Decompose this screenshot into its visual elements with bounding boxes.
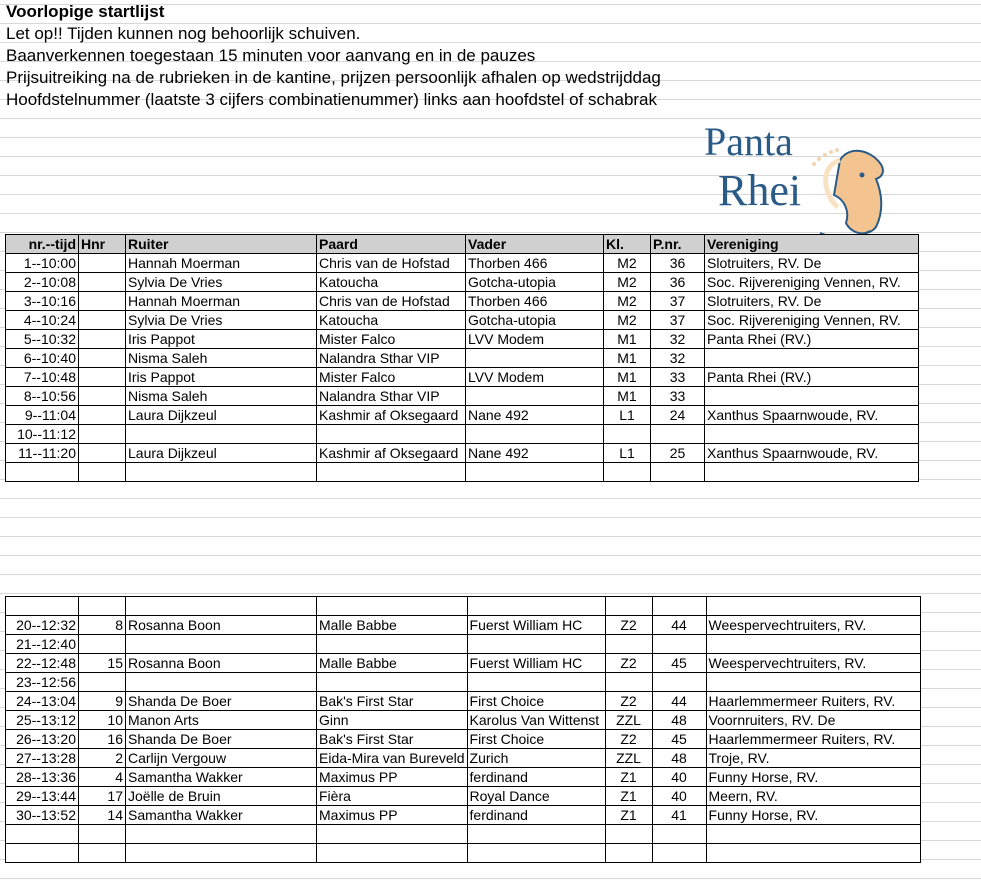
cell-vader bbox=[467, 597, 605, 616]
table-row bbox=[6, 844, 921, 863]
table-row bbox=[6, 749, 921, 768]
cell-hnr: 14 bbox=[79, 806, 126, 825]
cell-vereniging: Panta Rhei (RV.) bbox=[705, 368, 919, 387]
cell-pnr: 33 bbox=[651, 387, 705, 406]
cell-pnr bbox=[652, 825, 706, 844]
table-row bbox=[6, 597, 921, 616]
cell-ruiter: Hannah Moerman bbox=[126, 254, 317, 273]
cell-ruiter: Nisma Saleh bbox=[126, 387, 317, 406]
cell-hnr bbox=[79, 254, 126, 273]
cell-vereniging: Panta Rhei (RV.) bbox=[705, 330, 919, 349]
cell-hnr: 10 bbox=[79, 711, 126, 730]
cell-hnr: 2 bbox=[79, 749, 126, 768]
cell-nr-tijd: 26--13:20 bbox=[6, 730, 79, 749]
cell-paard: Katoucha bbox=[317, 311, 466, 330]
cell-pnr: 40 bbox=[652, 768, 706, 787]
cell-kl bbox=[605, 825, 652, 844]
cell-pnr: 48 bbox=[652, 749, 706, 768]
cell-nr-tijd bbox=[6, 825, 79, 844]
cell-vader: Fuerst William HC bbox=[467, 616, 605, 635]
cell-paard: Chris van de Hofstad bbox=[317, 254, 466, 273]
cell-hnr: 9 bbox=[79, 692, 126, 711]
cell-paard bbox=[317, 673, 468, 692]
cell-nr-tijd: 30--13:52 bbox=[6, 806, 79, 825]
cell-hnr bbox=[79, 330, 126, 349]
table-row bbox=[6, 387, 919, 406]
cell-ruiter: Nisma Saleh bbox=[126, 349, 317, 368]
cell-hnr bbox=[79, 597, 126, 616]
cell-vereniging bbox=[706, 673, 920, 692]
cell-vader: Royal Dance bbox=[467, 787, 605, 806]
cell-vader: Gotcha-utopia bbox=[466, 311, 604, 330]
col-header-vereniging: Vereniging bbox=[705, 235, 919, 254]
logo-graphic bbox=[700, 115, 890, 240]
table-row bbox=[6, 768, 921, 787]
cell-vader bbox=[467, 825, 605, 844]
table-row bbox=[6, 368, 919, 387]
cell-hnr bbox=[79, 387, 126, 406]
table-row bbox=[6, 406, 919, 425]
cell-ruiter: Joëlle de Bruin bbox=[126, 787, 317, 806]
cell-nr-tijd bbox=[6, 463, 79, 482]
cell-kl: Z1 bbox=[605, 768, 652, 787]
cell-ruiter bbox=[126, 635, 317, 654]
table-row bbox=[6, 616, 921, 635]
cell-paard: Mister Falco bbox=[317, 368, 466, 387]
cell-pnr: 24 bbox=[651, 406, 705, 425]
horse-head-icon bbox=[812, 148, 883, 237]
cell-kl: ZZL bbox=[605, 711, 652, 730]
cell-kl bbox=[604, 425, 651, 444]
cell-vereniging bbox=[705, 349, 919, 368]
cell-vereniging: Xanthus Spaarnwoude, RV. bbox=[705, 406, 919, 425]
cell-vereniging: Xanthus Spaarnwoude, RV. bbox=[705, 444, 919, 463]
note-line: Hoofdstelnummer (laatste 3 cijfers combinatienummer) links aan hoofdstel of schabrak bbox=[6, 90, 658, 109]
cell-pnr: 41 bbox=[652, 806, 706, 825]
table-row bbox=[6, 349, 919, 368]
cell-ruiter: Manon Arts bbox=[126, 711, 317, 730]
cell-ruiter bbox=[126, 463, 317, 482]
cell-pnr: 32 bbox=[651, 330, 705, 349]
cell-ruiter bbox=[126, 844, 317, 863]
cell-paard: Bak's First Star bbox=[317, 730, 468, 749]
cell-nr-tijd: 8--10:56 bbox=[6, 387, 79, 406]
cell-ruiter: Sylvia De Vries bbox=[126, 273, 317, 292]
cell-paard: Nalandra Sthar VIP bbox=[317, 349, 466, 368]
cell-ruiter bbox=[126, 425, 317, 444]
cell-pnr: 40 bbox=[652, 787, 706, 806]
cell-paard: Ginn bbox=[317, 711, 468, 730]
cell-vader: Thorben 466 bbox=[466, 254, 604, 273]
cell-nr-tijd: 5--10:32 bbox=[6, 330, 79, 349]
cell-vereniging: Meern, RV. bbox=[706, 787, 920, 806]
cell-nr-tijd: 20--12:32 bbox=[6, 616, 79, 635]
cell-hnr bbox=[79, 425, 126, 444]
startlist-table-top bbox=[5, 234, 919, 482]
cell-kl: M1 bbox=[604, 368, 651, 387]
cell-paard: Maximus PP bbox=[317, 806, 468, 825]
cell-hnr bbox=[79, 292, 126, 311]
cell-nr-tijd: 23--12:56 bbox=[6, 673, 79, 692]
cell-vader: Gotcha-utopia bbox=[466, 273, 604, 292]
cell-nr-tijd: 10--11:12 bbox=[6, 425, 79, 444]
cell-ruiter bbox=[126, 597, 317, 616]
note-line: Prijsuitreiking na de rubrieken in de kantine, prijzen persoonlijk afhalen op wedstrijddag bbox=[6, 68, 661, 87]
cell-hnr bbox=[79, 673, 126, 692]
cell-vader: First Choice bbox=[467, 692, 605, 711]
cell-vereniging bbox=[706, 844, 920, 863]
cell-paard: Kashmir af Oksegaard bbox=[317, 444, 466, 463]
cell-nr-tijd bbox=[6, 597, 79, 616]
cell-vader: Karolus Van Wittenst bbox=[467, 711, 605, 730]
cell-hnr bbox=[79, 273, 126, 292]
cell-hnr bbox=[79, 844, 126, 863]
cell-vader: First Choice bbox=[467, 730, 605, 749]
cell-paard: Mister Falco bbox=[317, 330, 466, 349]
cell-vader: ferdinand bbox=[467, 768, 605, 787]
cell-vereniging: Funny Horse, RV. bbox=[706, 768, 920, 787]
cell-pnr: 25 bbox=[651, 444, 705, 463]
cell-vereniging: Weespervechtruiters, RV. bbox=[706, 654, 920, 673]
cell-vereniging: Soc. Rijvereniging Vennen, RV. bbox=[705, 311, 919, 330]
cell-hnr: 16 bbox=[79, 730, 126, 749]
cell-paard: Bak's First Star bbox=[317, 692, 468, 711]
cell-paard bbox=[317, 635, 468, 654]
table-row bbox=[6, 806, 921, 825]
page-title: Voorlopige startlijst bbox=[6, 2, 165, 21]
cell-hnr bbox=[79, 349, 126, 368]
cell-kl: M2 bbox=[604, 292, 651, 311]
cell-ruiter: Rosanna Boon bbox=[126, 654, 317, 673]
cell-vader: Zurich bbox=[467, 749, 605, 768]
cell-nr-tijd: 27--13:28 bbox=[6, 749, 79, 768]
cell-kl: L1 bbox=[604, 406, 651, 425]
cell-paard: Eida-Mira van Bureveld bbox=[317, 749, 468, 768]
cell-hnr: 17 bbox=[79, 787, 126, 806]
col-header-nr-tijd: nr.--tijd bbox=[6, 235, 79, 254]
table-row bbox=[6, 444, 919, 463]
cell-paard bbox=[317, 825, 468, 844]
cell-kl bbox=[605, 597, 652, 616]
cell-pnr bbox=[652, 597, 706, 616]
cell-vader: Fuerst William HC bbox=[467, 654, 605, 673]
cell-kl: M1 bbox=[604, 330, 651, 349]
cell-kl: Z2 bbox=[605, 730, 652, 749]
cell-vereniging: Haarlemmermeer Ruiters, RV. bbox=[706, 692, 920, 711]
cell-paard: Nalandra Sthar VIP bbox=[317, 387, 466, 406]
cell-kl: Z2 bbox=[605, 616, 652, 635]
cell-hnr bbox=[79, 406, 126, 425]
table-row bbox=[6, 730, 921, 749]
cell-paard: Maximus PP bbox=[317, 768, 468, 787]
cell-nr-tijd: 29--13:44 bbox=[6, 787, 79, 806]
cell-hnr: 8 bbox=[79, 616, 126, 635]
cell-vader bbox=[466, 387, 604, 406]
cell-kl: M2 bbox=[604, 273, 651, 292]
cell-pnr: 37 bbox=[651, 292, 705, 311]
cell-nr-tijd: 22--12:48 bbox=[6, 654, 79, 673]
cell-nr-tijd: 24--13:04 bbox=[6, 692, 79, 711]
cell-kl: M1 bbox=[604, 349, 651, 368]
cell-kl: ZZL bbox=[605, 749, 652, 768]
cell-paard: Katoucha bbox=[317, 273, 466, 292]
cell-ruiter bbox=[126, 825, 317, 844]
cell-pnr: 32 bbox=[651, 349, 705, 368]
cell-vader: Nane 492 bbox=[466, 406, 604, 425]
cell-vader: Nane 492 bbox=[466, 444, 604, 463]
cell-ruiter: Hannah Moerman bbox=[126, 292, 317, 311]
cell-vereniging bbox=[705, 463, 919, 482]
cell-kl: M2 bbox=[604, 311, 651, 330]
cell-ruiter: Shanda De Boer bbox=[126, 730, 317, 749]
cell-paard: Malle Babbe bbox=[317, 654, 468, 673]
cell-vereniging: Troje, RV. bbox=[706, 749, 920, 768]
cell-hnr bbox=[79, 463, 126, 482]
cell-nr-tijd: 1--10:00 bbox=[6, 254, 79, 273]
cell-nr-tijd: 3--10:16 bbox=[6, 292, 79, 311]
cell-nr-tijd: 4--10:24 bbox=[6, 311, 79, 330]
cell-pnr: 36 bbox=[651, 254, 705, 273]
cell-hnr: 15 bbox=[79, 654, 126, 673]
cell-vader bbox=[467, 673, 605, 692]
cell-ruiter: Sylvia De Vries bbox=[126, 311, 317, 330]
table-header-row bbox=[6, 235, 919, 254]
cell-kl: M2 bbox=[604, 254, 651, 273]
cell-ruiter: Carlijn Vergouw bbox=[126, 749, 317, 768]
col-header-hnr: Hnr bbox=[79, 235, 126, 254]
cell-nr-tijd: 11--11:20 bbox=[6, 444, 79, 463]
cell-paard bbox=[317, 597, 468, 616]
col-header-kl: Kl. bbox=[604, 235, 651, 254]
cell-vereniging: Funny Horse, RV. bbox=[706, 806, 920, 825]
cell-nr-tijd: 2--10:08 bbox=[6, 273, 79, 292]
logo-text-rhei: Rhei bbox=[718, 166, 802, 215]
cell-vereniging: Voornruiters, RV. De bbox=[706, 711, 920, 730]
cell-hnr: 4 bbox=[79, 768, 126, 787]
cell-vereniging: Weespervechtruiters, RV. bbox=[706, 616, 920, 635]
note-line: Let op!! Tijden kunnen nog behoorlijk schuiven. bbox=[6, 24, 361, 43]
table-row bbox=[6, 292, 919, 311]
cell-hnr bbox=[79, 635, 126, 654]
cell-vader: ferdinand bbox=[467, 806, 605, 825]
cell-paard: Chris van de Hofstad bbox=[317, 292, 466, 311]
cell-vereniging: Slotruiters, RV. De bbox=[705, 254, 919, 273]
cell-kl bbox=[605, 673, 652, 692]
cell-ruiter: Iris Pappot bbox=[126, 368, 317, 387]
cell-pnr: 48 bbox=[652, 711, 706, 730]
col-header-vader: Vader bbox=[466, 235, 604, 254]
cell-vader bbox=[466, 463, 604, 482]
cell-hnr bbox=[79, 444, 126, 463]
cell-pnr bbox=[652, 673, 706, 692]
cell-vereniging: Slotruiters, RV. De bbox=[705, 292, 919, 311]
cell-pnr bbox=[652, 844, 706, 863]
cell-vereniging bbox=[706, 635, 920, 654]
cell-vereniging bbox=[705, 425, 919, 444]
cell-paard bbox=[317, 425, 466, 444]
cell-vereniging: Haarlemmermeer Ruiters, RV. bbox=[706, 730, 920, 749]
cell-nr-tijd: 7--10:48 bbox=[6, 368, 79, 387]
cell-pnr: 44 bbox=[652, 616, 706, 635]
cell-hnr bbox=[79, 825, 126, 844]
cell-kl bbox=[605, 844, 652, 863]
cell-kl: M1 bbox=[604, 387, 651, 406]
cell-nr-tijd: 21--12:40 bbox=[6, 635, 79, 654]
table-row bbox=[6, 425, 919, 444]
cell-vereniging bbox=[706, 597, 920, 616]
cell-vereniging bbox=[706, 825, 920, 844]
table-row bbox=[6, 711, 921, 730]
table-row bbox=[6, 635, 921, 654]
table-row bbox=[6, 654, 921, 673]
cell-pnr: 45 bbox=[652, 730, 706, 749]
cell-paard bbox=[317, 844, 468, 863]
cell-pnr: 45 bbox=[652, 654, 706, 673]
cell-paard bbox=[317, 463, 466, 482]
cell-nr-tijd: 28--13:36 bbox=[6, 768, 79, 787]
cell-vader bbox=[466, 349, 604, 368]
cell-paard: Kashmir af Oksegaard bbox=[317, 406, 466, 425]
cell-pnr: 36 bbox=[651, 273, 705, 292]
table-row bbox=[6, 330, 919, 349]
cell-ruiter bbox=[126, 673, 317, 692]
logo-text-panta: Panta bbox=[704, 119, 793, 164]
cell-ruiter: Shanda De Boer bbox=[126, 692, 317, 711]
cell-pnr: 44 bbox=[652, 692, 706, 711]
cell-pnr bbox=[651, 463, 705, 482]
panta-rhei-logo bbox=[700, 115, 890, 240]
table-row bbox=[6, 692, 921, 711]
cell-paard: Fièra bbox=[317, 787, 468, 806]
startlist-table-bottom bbox=[5, 596, 921, 863]
cell-vereniging: Soc. Rijvereniging Vennen, RV. bbox=[705, 273, 919, 292]
table-row bbox=[6, 311, 919, 330]
cell-kl: Z1 bbox=[605, 806, 652, 825]
cell-ruiter: Laura Dijkzeul bbox=[126, 444, 317, 463]
cell-kl: Z2 bbox=[605, 692, 652, 711]
cell-kl: L1 bbox=[604, 444, 651, 463]
cell-vader bbox=[467, 844, 605, 863]
col-header-ruiter: Ruiter bbox=[126, 235, 317, 254]
table-row bbox=[6, 673, 921, 692]
col-header-paard: Paard bbox=[317, 235, 466, 254]
cell-vader bbox=[466, 425, 604, 444]
cell-vereniging bbox=[705, 387, 919, 406]
cell-kl bbox=[604, 463, 651, 482]
col-header-pnr: P.nr. bbox=[651, 235, 705, 254]
note-line: Baanverkennen toegestaan 15 minuten voor aanvang en in de pauzes bbox=[6, 46, 536, 65]
cell-vader: LVV Modem bbox=[466, 368, 604, 387]
cell-hnr bbox=[79, 368, 126, 387]
cell-kl: Z2 bbox=[605, 654, 652, 673]
cell-ruiter: Laura Dijkzeul bbox=[126, 406, 317, 425]
table-row bbox=[6, 825, 921, 844]
header-notes bbox=[6, 1, 661, 111]
cell-nr-tijd: 25--13:12 bbox=[6, 711, 79, 730]
cell-pnr bbox=[651, 425, 705, 444]
cell-ruiter: Iris Pappot bbox=[126, 330, 317, 349]
cell-ruiter: Samantha Wakker bbox=[126, 806, 317, 825]
cell-nr-tijd bbox=[6, 844, 79, 863]
cell-kl bbox=[605, 635, 652, 654]
cell-pnr: 37 bbox=[651, 311, 705, 330]
cell-ruiter: Samantha Wakker bbox=[126, 768, 317, 787]
cell-nr-tijd: 9--11:04 bbox=[6, 406, 79, 425]
cell-nr-tijd: 6--10:40 bbox=[6, 349, 79, 368]
cell-hnr bbox=[79, 311, 126, 330]
cell-kl: Z1 bbox=[605, 787, 652, 806]
table-row bbox=[6, 254, 919, 273]
cell-vader: LVV Modem bbox=[466, 330, 604, 349]
table-row bbox=[6, 273, 919, 292]
table-row bbox=[6, 463, 919, 482]
cell-ruiter: Rosanna Boon bbox=[126, 616, 317, 635]
cell-vader bbox=[467, 635, 605, 654]
cell-vader: Thorben 466 bbox=[466, 292, 604, 311]
cell-pnr: 33 bbox=[651, 368, 705, 387]
cell-paard: Malle Babbe bbox=[317, 616, 468, 635]
table-row bbox=[6, 787, 921, 806]
cell-pnr bbox=[652, 635, 706, 654]
